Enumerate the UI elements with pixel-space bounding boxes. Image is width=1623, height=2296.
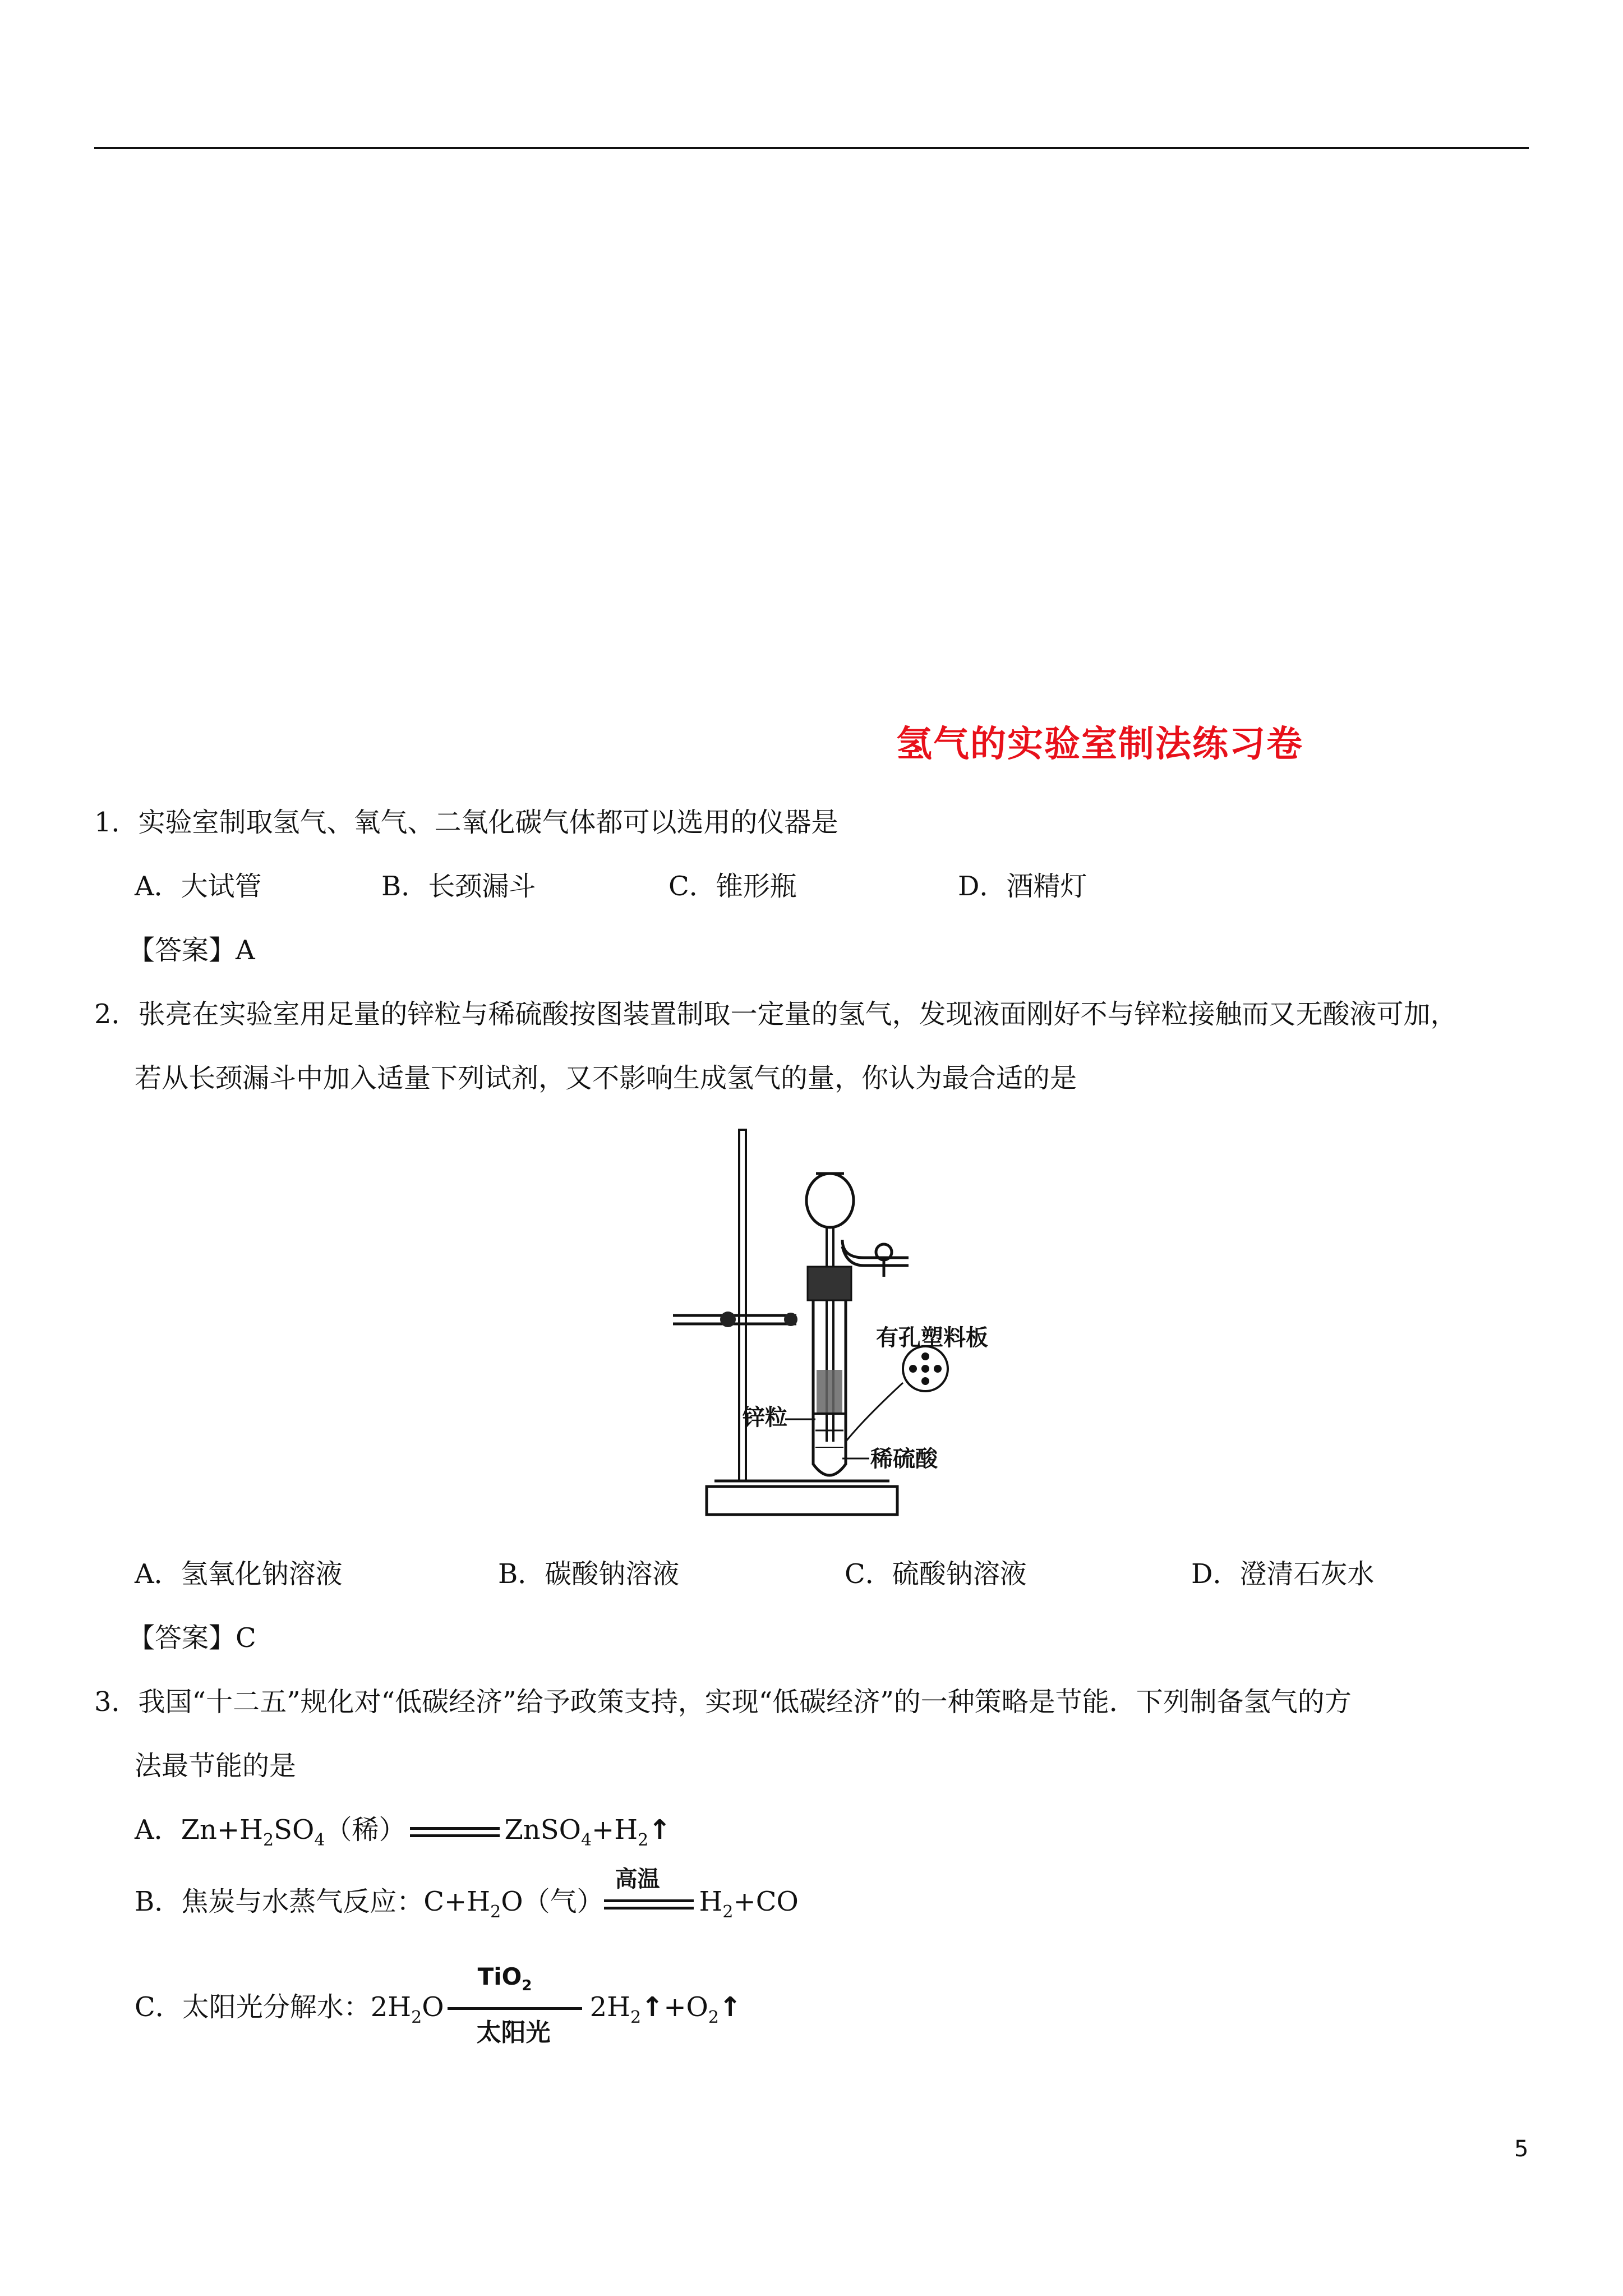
q1-stem: 1．实验室制取氢气、氧气、二氧化碳气体都可以选用的仪器是 — [94, 807, 838, 838]
q1-answer: 【答案】A — [128, 935, 255, 966]
q3-option-c: C．太阳光分解水：$2H_2O$ TiO$_2$ 太阳光 $2H_2↑+O_2↑$ — [135, 1990, 741, 2028]
q1-option-b: B．长颈漏斗 — [381, 871, 536, 902]
q2-stem-line1: 2．张亮在实验室用足量的锌粒与稀硫酸按图装置制取一定量的氢气，发现液面刚好不与锌粒接触而又无酸液可加， — [94, 999, 1458, 1030]
condition-sunlight: 太阳光 — [476, 2018, 551, 2047]
q3-option-b: B．焦炭与水蒸气反应：$C+H_2O$（气） 高温 $H_2+CO$ — [135, 1885, 799, 1922]
q3-stem-line1: 3．我国“十二五”规化对“低碳经济”给予政策支持，实现“低碳经济”的一种策略是节能．下列制备氢气的方 — [94, 1686, 1352, 1718]
q2-option-a: A．氢氧化钠溶液 — [135, 1558, 343, 1590]
equals-sign — [410, 1827, 500, 1837]
gas-arrow: ↑ — [648, 1814, 671, 1846]
q1-option-a: A．大试管 — [135, 871, 262, 902]
page-number: 5 — [1514, 2136, 1529, 2162]
q2-option-d: D．澄清石灰水 — [1191, 1558, 1375, 1590]
q2-answer: 【答案】C — [128, 1622, 256, 1654]
label-zinc: 锌粒 — [743, 1405, 787, 1430]
catalyst-tio2: TiO$_2$ — [477, 1962, 532, 1994]
label-acid: 稀硫酸 — [870, 1446, 938, 1472]
q2-stem-line2: 若从长颈漏斗中加入适量下列试剂，又不影响生成氢气的量，你认为最合适的是 — [135, 1062, 1077, 1094]
q1-option-d: D．酒精灯 — [958, 871, 1087, 902]
q2-option-c: C．硫酸钠溶液 — [845, 1558, 1027, 1590]
q3-stem-line2: 法最节能的是 — [135, 1750, 297, 1782]
apparatus-figure — [695, 1128, 988, 1520]
page-title: 氢气的实验室制法练习卷 — [896, 724, 1303, 765]
q1-option-c: C．锥形瓶 — [668, 871, 797, 902]
label-plate: 有孔塑料板 — [876, 1325, 988, 1351]
q2-option-b: B．碳酸钠溶液 — [498, 1558, 680, 1590]
q3-option-a: A．$Zn+H_2SO_4$（稀） $ZnSO_4+H_2↑$ — [135, 1814, 671, 1850]
condition-high-temp: 高温 — [615, 1866, 660, 1892]
header-rule — [94, 147, 1529, 149]
